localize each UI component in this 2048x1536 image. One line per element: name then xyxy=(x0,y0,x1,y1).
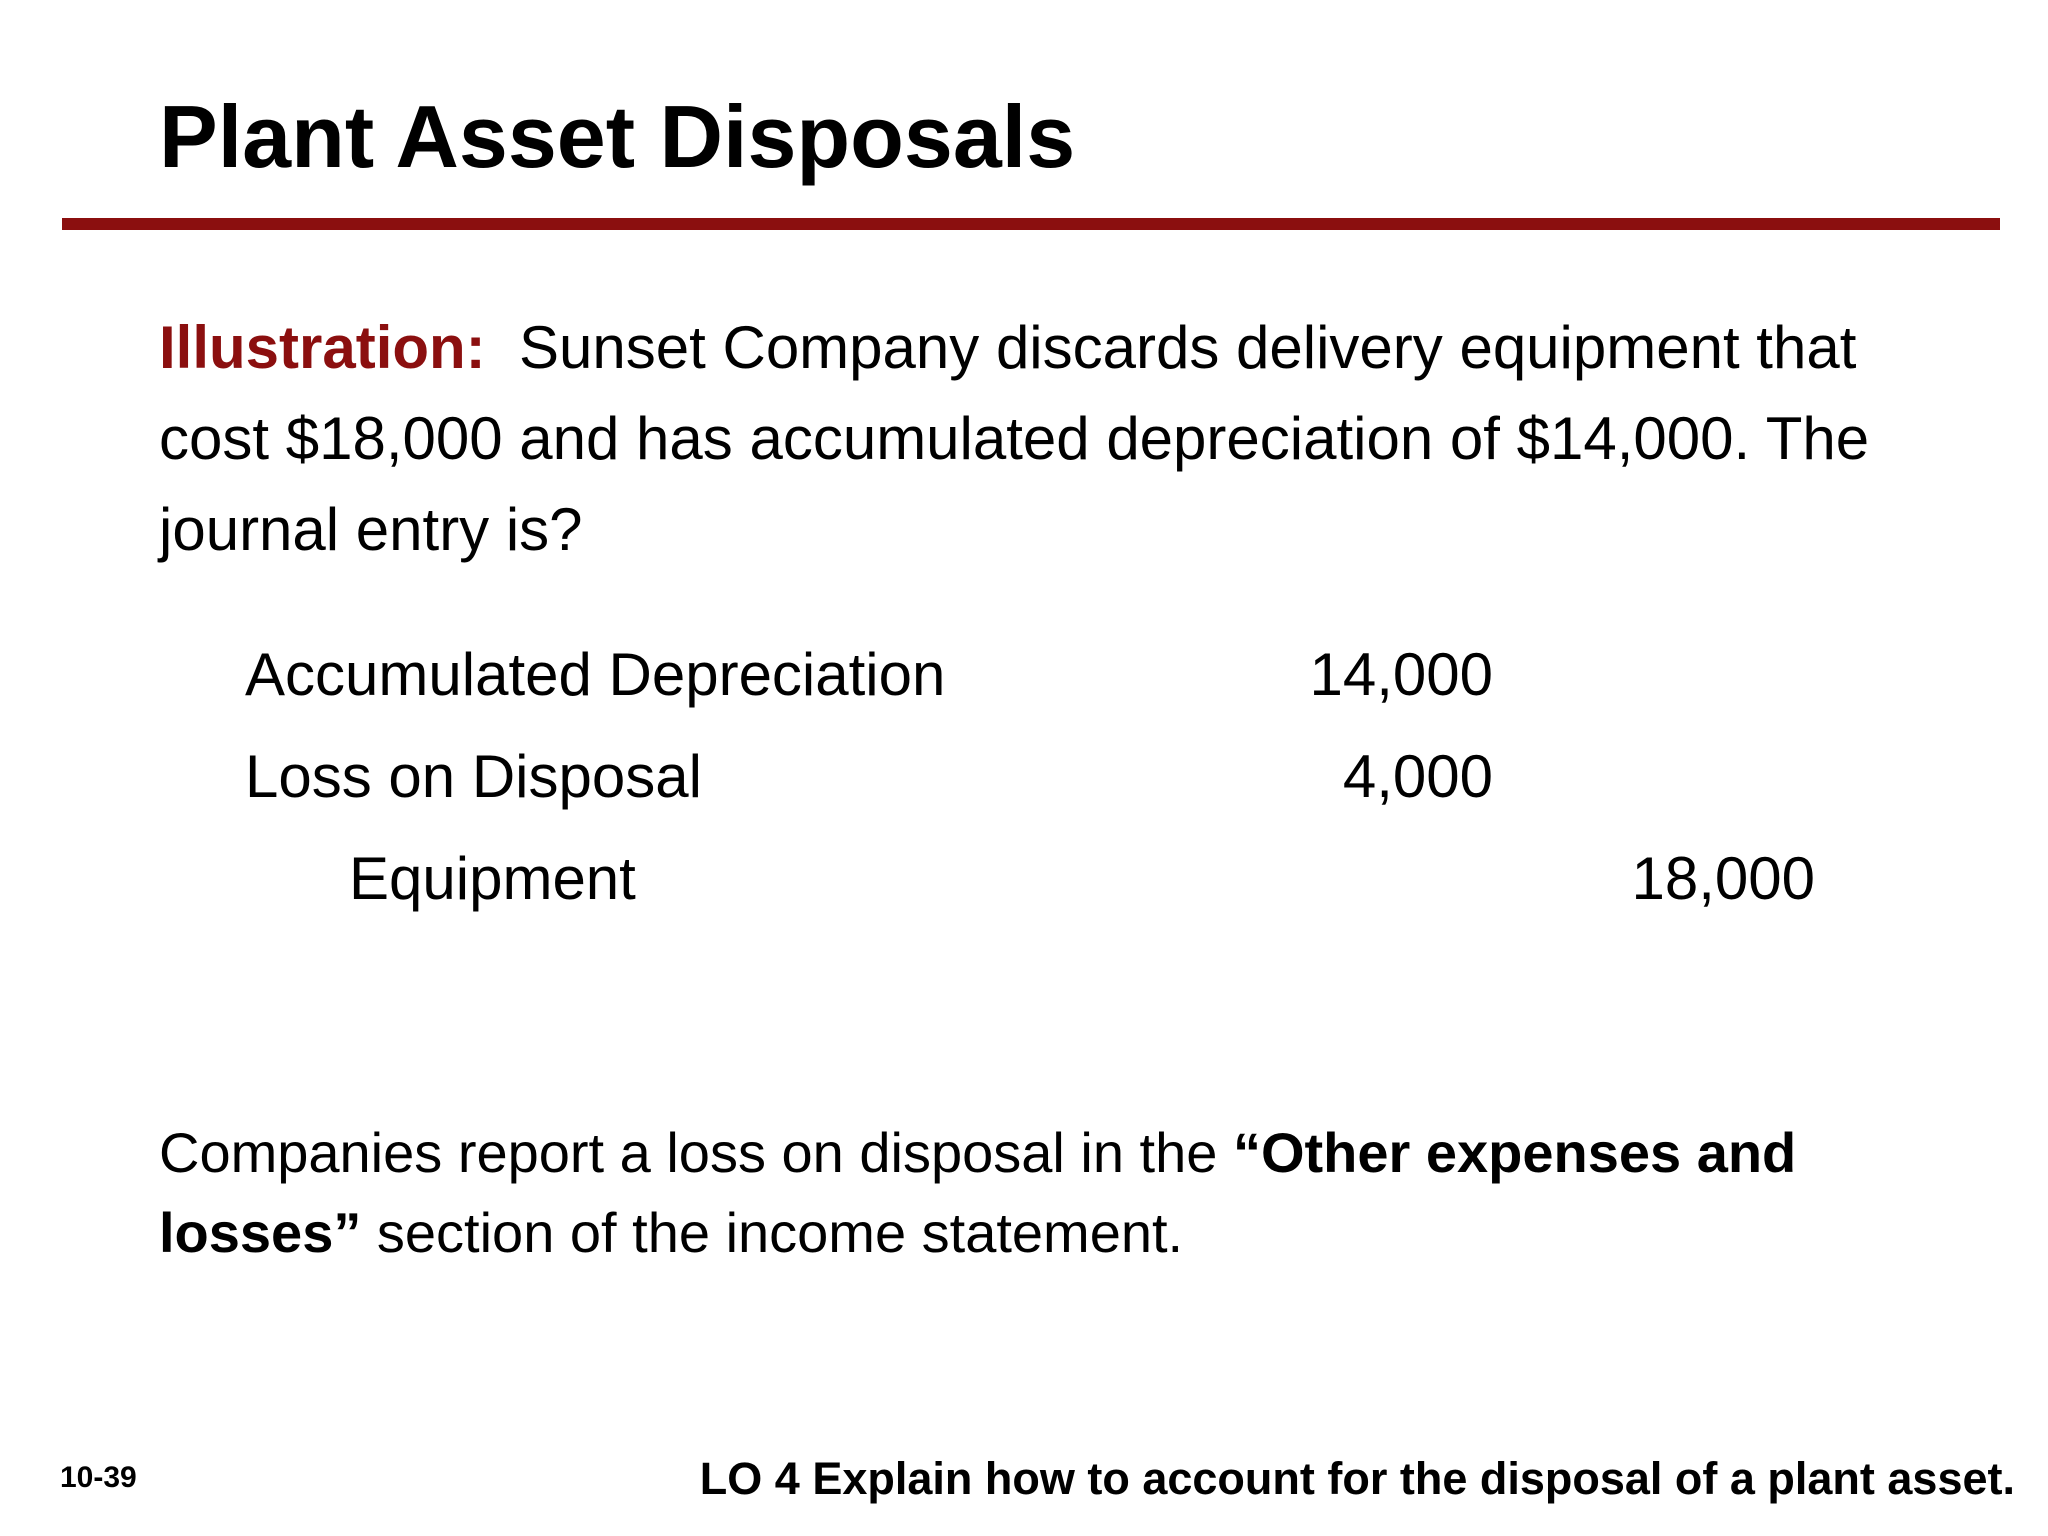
illustration-text: Sunset Company discards delivery equipment that cost $18,000 and has accumulated depreciation of $14,000. The journal entry is? xyxy=(159,314,1870,563)
journal-credit-equipment: 18,000 xyxy=(1631,845,1815,912)
note-text-before: Companies report a loss on disposal in the xyxy=(159,1121,1233,1184)
journal-account-accumulated-depreciation: Accumulated Depreciation xyxy=(245,641,946,708)
note-emphasis: “Other expenses and losses” xyxy=(159,1121,1797,1264)
illustration-label: Illustration: xyxy=(159,314,486,381)
slide-number: 10-39 xyxy=(60,1461,137,1494)
title-divider xyxy=(62,218,2000,230)
journal-account-loss-on-disposal: Loss on Disposal xyxy=(245,743,702,810)
journal-debit-loss-on-disposal: 4,000 xyxy=(1342,743,1493,810)
journal-account-equipment: Equipment xyxy=(349,845,636,912)
note-text-after: section of the income statement. xyxy=(361,1201,1184,1264)
learning-objective: LO 4 Explain how to account for the disposal of a plant asset. xyxy=(699,1453,2015,1504)
journal-debit-accumulated-depreciation: 14,000 xyxy=(1309,641,1493,708)
income-statement-note xyxy=(159,1113,1959,1273)
slide-title: Plant Asset Disposals xyxy=(159,87,1076,186)
illustration-paragraph xyxy=(159,302,1919,575)
